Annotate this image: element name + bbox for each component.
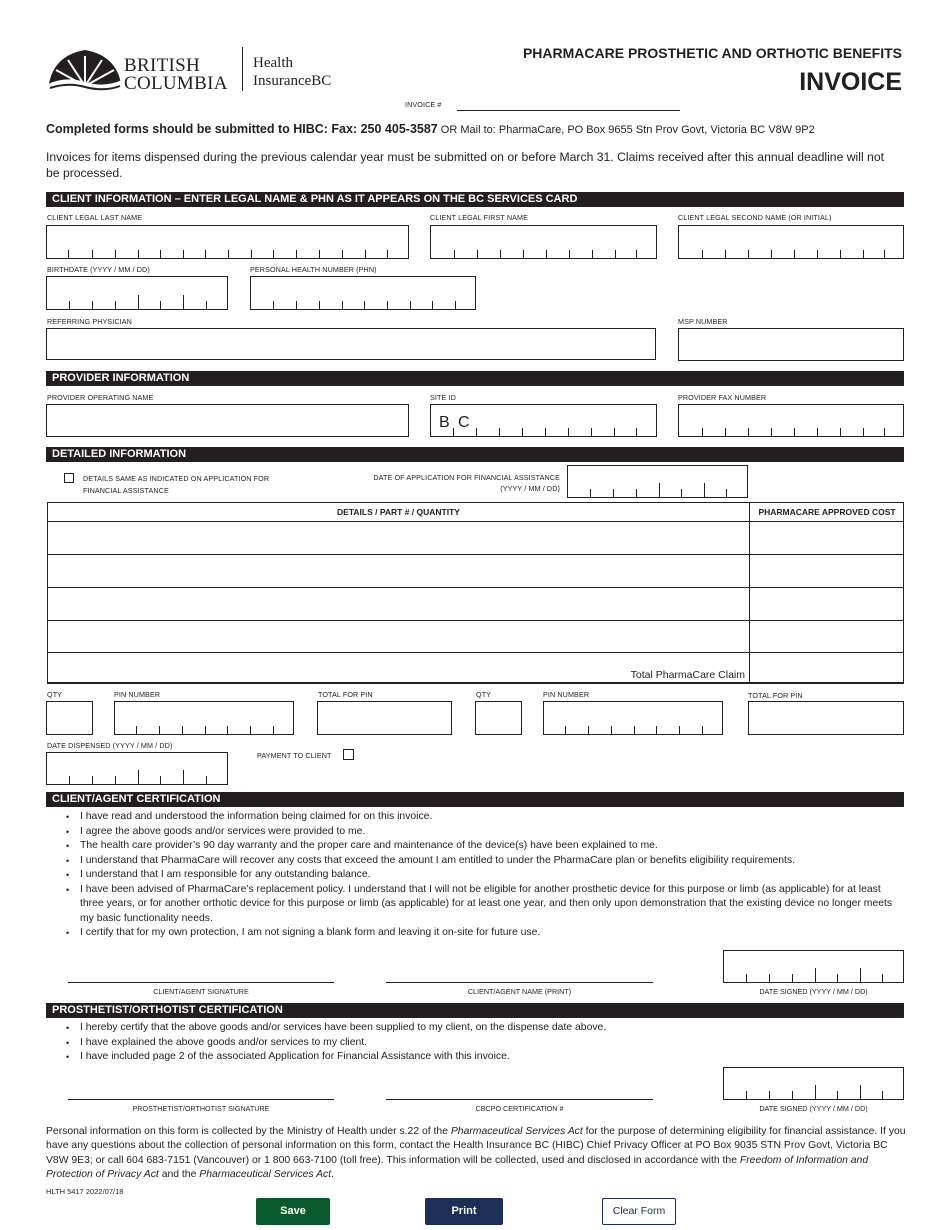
col-details-header: DETAILS / PART # / QUANTITY [337, 507, 460, 517]
client-signature-label: CLIENT/AGENT SIGNATURE [153, 987, 249, 996]
privacy-act-2: Freedom of Information and Protection of Privacy Act [46, 1154, 869, 1180]
privacy-text-1: Personal information on this form is collected by the Ministry of Health under s.22 of the [46, 1126, 451, 1137]
application-date-label-1: DATE OF APPLICATION FOR FINANCIAL ASSISTANCE [373, 473, 560, 482]
last-name-field[interactable] [46, 225, 409, 259]
site-id-label: SITE ID [430, 393, 456, 402]
logo-british: BRITISH [124, 55, 200, 76]
submit-mail: OR Mail to: PharmaCare, PO Box 9655 Stn Prov Govt, Victoria BC V8W 9P2 [437, 124, 815, 136]
prosth-cert-item: • I have explained the above goods and/or services to my client. [46, 1036, 904, 1051]
prosth-cert-heading: PROSTHETIST/ORTHOTIST CERTIFICATION [46, 1003, 904, 1018]
site-id-field[interactable] [430, 404, 657, 437]
client-cert-item: • I have read and understood the information being claimed for on this invoice. [46, 810, 904, 825]
physician-field[interactable] [46, 328, 656, 360]
detail-row-4[interactable] [48, 621, 749, 652]
client-cert-item: • I certify that for my own protection, I am not signing a blank form and leaving it on-site for future use. [46, 926, 904, 941]
save-button[interactable]: Save [256, 1198, 330, 1225]
client-name-label: CLIENT/AGENT NAME (PRINT) [467, 987, 572, 996]
site-prefix-c: C [458, 414, 470, 431]
detailed-info-heading: DETAILED INFORMATION [46, 447, 904, 462]
prosthetist-date-signed-field[interactable] [723, 1067, 904, 1100]
total-claim-label: Total PharmaCare Claim [630, 669, 745, 681]
pin-1-label: PIN NUMBER [114, 690, 161, 699]
operating-name-label: PROVIDER OPERATING NAME [47, 393, 154, 402]
deadline-note: Invoices for items dispensed during the previous calendar year must be submitted on or before March 31. Claims received after this annual deadline will not be processed. [46, 150, 884, 180]
logo-health: Health [253, 55, 293, 71]
privacy-act-1: Pharmaceutical Services Act [450, 1126, 583, 1137]
prosthetist-signature-field[interactable] [68, 1099, 334, 1100]
client-date-signed-field[interactable] [723, 950, 904, 983]
detail-row-2[interactable] [48, 555, 749, 587]
total-pin-2-label: TOTAL FOR PIN [748, 691, 803, 700]
client-cert-heading: CLIENT/AGENT CERTIFICATION [46, 792, 904, 807]
pin-2-label: PIN NUMBER [543, 690, 590, 699]
total-pin-1-label: TOTAL FOR PIN [318, 690, 373, 699]
form-title: PHARMACARE PROSTHETIC AND ORTHOTIC BENEFITS [522, 45, 902, 61]
provider-fax-field[interactable] [678, 404, 904, 437]
client-name-field[interactable] [386, 982, 653, 983]
prosthetist-signature-label: PROSTHETIST/ORTHOTIST SIGNATURE [132, 1104, 270, 1113]
pin-2-field[interactable] [543, 701, 723, 735]
qty-2-label: QTY [476, 690, 492, 699]
prosth-cert-item: • I hereby certify that the above goods and/or services have been supplied to my client, on the dispense date above. [46, 1021, 904, 1036]
client-info-heading: CLIENT INFORMATION – ENTER LEGAL NAME & PHN AS IT APPEARS ON THE BC SERVICES CARD [46, 192, 904, 207]
application-date-label-2: (YYYY / MM / DD) [500, 484, 560, 493]
provider-info-heading: PROVIDER INFORMATION [46, 371, 904, 386]
msp-field[interactable] [678, 328, 904, 361]
date-dispensed-label: DATE DISPENSED (YYYY / MM / DD) [47, 741, 173, 750]
clear-form-button[interactable]: Clear Form [602, 1198, 676, 1225]
total-claim-field[interactable] [750, 653, 904, 683]
col-cost-header: PHARMACARE APPROVED COST [758, 507, 896, 517]
cost-row-4[interactable] [750, 621, 904, 652]
privacy-text-2: for the purpose of determining eligibility for financial assistance. If you have any questions about the collection of personal information on this form, contact the Health Insurance BC (HIBC) Chief Privacy Officer at PO Box 9035 STN Prov Govt, Victoria BC V8W 9E3; or call 604 683-7151 (Vancouver) or 1 800 663-7100 (toll free). This information will be collected, used and disclosed in accordance with the [46, 1126, 906, 1166]
detail-row-3[interactable] [48, 588, 749, 620]
phn-label: PERSONAL HEALTH NUMBER (PHN) [250, 265, 377, 274]
physician-label: REFERRING PHYSICIAN [47, 317, 132, 326]
submit-fax: Completed forms should be submitted to HIBC: Fax: 250 405-3587 [46, 122, 438, 136]
second-name-label: CLIENT LEGAL SECOND NAME (OR INITIAL) [678, 213, 832, 222]
client-date-signed-label: DATE SIGNED (YYYY / MM / DD) [759, 987, 868, 996]
first-name-field[interactable] [430, 225, 657, 259]
prosth-cert-list [46, 1021, 904, 1065]
cbcpo-field[interactable] [386, 1099, 653, 1100]
privacy-text-4: . [331, 1168, 335, 1180]
logo-columbia: COLUMBIA [124, 73, 228, 94]
form-subtitle: INVOICE [799, 68, 902, 96]
msp-label: MSP NUMBER [678, 317, 728, 326]
prosth-cert-item: • I have included page 2 of the associated Application for Financial Assistance with this invoice. [46, 1050, 904, 1065]
date-dispensed-field[interactable] [46, 752, 228, 785]
birthdate-field[interactable] [46, 276, 228, 310]
client-cert-item: • I understand that PharmaCare will recover any costs that exceed the amount I am entitled to under the PharmaCare plan or benefits eligibility requirements. [46, 854, 904, 869]
client-cert-list [46, 810, 904, 941]
same-as-application-label-2: FINANCIAL ASSISTANCE [83, 486, 169, 495]
qty-1-field[interactable] [46, 701, 93, 735]
application-date-field[interactable] [567, 465, 748, 498]
qty-1-label: QTY [47, 690, 63, 699]
invoice-number-label: INVOICE # [405, 100, 442, 109]
privacy-act-3: Pharmaceutical Services Act [199, 1168, 332, 1180]
cost-row-2[interactable] [750, 555, 904, 587]
birthdate-label: BIRTHDATE (YYYY / MM / DD) [47, 265, 150, 274]
print-button[interactable]: Print [425, 1198, 503, 1225]
prosthetist-date-signed-label: DATE SIGNED (YYYY / MM / DD) [759, 1104, 868, 1113]
form-id: HLTH 5417 2022/07/18 [46, 1187, 124, 1196]
details-table [47, 502, 904, 684]
cost-row-3[interactable] [750, 588, 904, 620]
first-name-label: CLIENT LEGAL FIRST NAME [430, 213, 529, 222]
privacy-text-3: and the [158, 1168, 200, 1180]
operating-name-field[interactable] [46, 404, 409, 437]
client-cert-item: • The health care provider’s 90 day warranty and the proper care and maintenance of the device(s) have been explained to me. [46, 839, 904, 854]
cbcpo-label: CBCPO CERTIFICATION # [475, 1104, 564, 1113]
qty-2-field[interactable] [475, 701, 522, 735]
client-cert-item: • I have been advised of PharmaCare’s replacement policy. I understand that I will not be eligible for another prosthetic device for this purpose or limb (as applicable) for at least three years, or for another orthotic device for this purpose or limb (as applicable) for at least one year, and then only upon demonstration that the existing device no longer meets my basic functionality needs. [46, 883, 904, 927]
invoice-number-field[interactable] [457, 110, 680, 111]
client-signature-field[interactable] [68, 982, 334, 983]
site-prefix-b: B [439, 414, 450, 431]
cost-row-1[interactable] [750, 522, 904, 554]
second-name-field[interactable] [678, 225, 904, 259]
client-cert-item: • I agree the above goods and/or services were provided to me. [46, 825, 904, 840]
payment-to-client-label: PAYMENT TO CLIENT [257, 751, 332, 760]
client-cert-item: • I understand that I am responsible for any outstanding balance. [46, 868, 904, 883]
privacy-notice [46, 1125, 906, 1182]
last-name-label: CLIENT LEGAL LAST NAME [47, 213, 143, 222]
phn-field[interactable] [250, 276, 476, 310]
pin-1-field[interactable] [114, 701, 294, 735]
logo-divider [242, 47, 243, 91]
submit-instructions [46, 122, 815, 136]
total-pin-1-field[interactable] [317, 701, 452, 735]
logo-insurancebc: InsuranceBC [253, 73, 332, 89]
detail-row-1[interactable] [48, 522, 749, 554]
total-pin-2-field[interactable] [748, 701, 904, 735]
same-as-application-label-1: DETAILS SAME AS INDICATED ON APPLICATION FOR [83, 474, 270, 483]
payment-to-client-checkbox[interactable] [343, 749, 354, 760]
same-as-application-checkbox[interactable] [64, 473, 74, 483]
bc-logo-sun-icon [46, 46, 124, 94]
provider-fax-label: PROVIDER FAX NUMBER [678, 393, 767, 402]
